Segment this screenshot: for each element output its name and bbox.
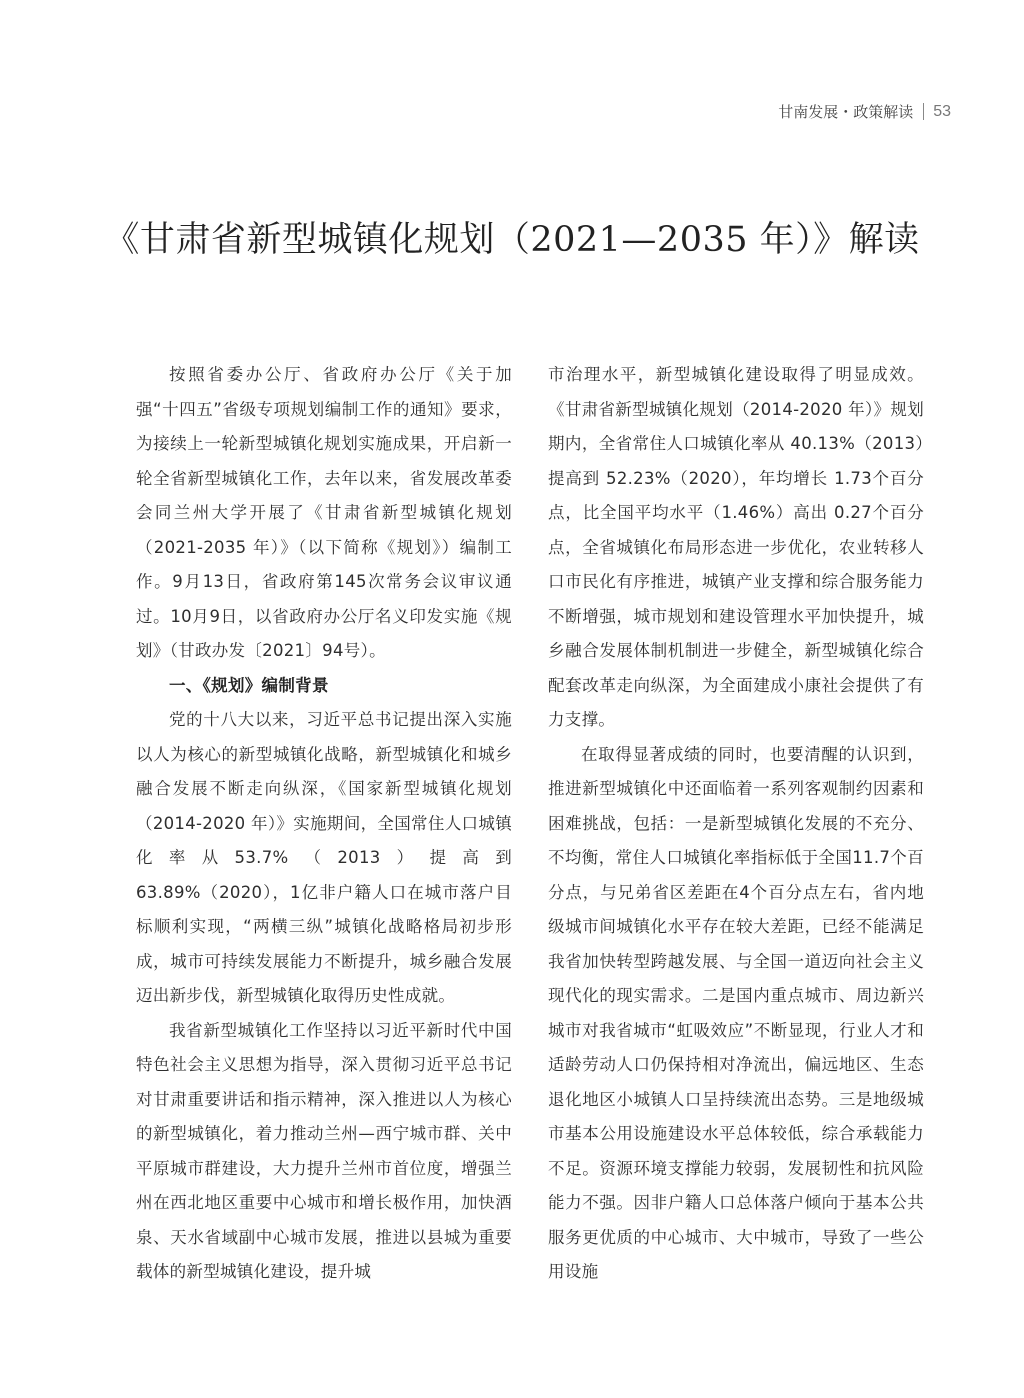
section-name: 甘南发展・政策解读 [778, 103, 914, 121]
paragraph-provincial-work: 我省新型城镇化工作坚持以习近平新时代中国特色社会主义思想为指导，深入贯彻习近平总书记对甘肃重要讲话和指示精神，深入推进以人为核心的新型城镇化，着力推动兰州—西宁城市群、关中平原城市群建设，大力提升兰州市首位度，增强兰州在西北地区重要中心城市和增长极作用，加快酒泉、天水省域副中心城市发展，推进以县城为重要载体的新型城镇化建设，提升城 [136, 1020, 512, 1281]
paragraph-continued-results: 市治理水平，新型城镇化建设取得了明显成效。《甘肃省新型城镇化规划（2014-2020 年）》规划期内，全省常住人口城镇化率从 40.13%（2013）提高到 52.23%（2020），年均增长 1.73个百分点，比全国平均水平（1.46%）高出 0.27个百分点，全省城镇化布局形态进一步优化，农业转移人口市民化有序推进，城镇产业支撑和综合服务能力不断增强，城市规划和建设管理水平加快提升，城乡融合发展体制机制进一步健全，新型城镇化综合配套改革走向纵深，为全面建成小康社会提供了有力支撑。 [548, 365, 924, 729]
left-column [136, 358, 512, 1290]
header-divider [923, 103, 924, 120]
running-header [778, 101, 951, 122]
paragraph-intro: 按照省委办公厅、省政府办公厅《关于加强“十四五”省级专项规划编制工作的通知》要求，为接续上一轮新型城镇化规划实施成果，开启新一轮全省新型城镇化工作，去年以来，省发展改革委会同兰州大学开展了《甘肃省新型城镇化规划（2021-2035 年）》（以下简称《规划》）编制工作。9月13日，省政府第145次常务会议审议通过。10月9日，以省政府办公厅名义印发实施《规划》（甘政办发〔2021〕94号）。 [136, 365, 512, 660]
paragraph-national-progress: 党的十八大以来，习近平总书记提出深入实施以人为核心的新型城镇化战略，新型城镇化和城乡融合发展不断走向纵深，《国家新型城镇化规划（2014-2020 年）》实施期间，全国常住人口城镇化率从53.7%（2013）提高到63.89%（2020），1亿非户籍人口在城市落户目标顺利实现，“两横三纵”城镇化战略格局初步形成，城市可持续发展能力不断提升，城乡融合发展迈出新步伐，新型城镇化取得历史性成就。 [136, 710, 512, 1005]
right-column [548, 358, 924, 1290]
article-title: 《甘肃省新型城镇化规划（2021—2035 年）》解读 [104, 220, 920, 260]
section-heading: 一、《规划》编制背景 [169, 675, 329, 695]
page-number: 53 [933, 102, 951, 120]
paragraph-challenges: 在取得显著成绩的同时，也要清醒的认识到，推进新型城镇化中还面临着一系列客观制约因素和困难挑战，包括：一是新型城镇化发展的不充分、不均衡，常住人口城镇化率指标低于全国11.7个百分点，与兄弟省区差距在4个百分点左右，省内地级城市间城镇化水平存在较大差距，已经不能满足我省加快转型跨越发展、与全国一道迈向社会主义现代化的现实需求。二是国内重点城市、周边新兴城市对我省城市“虹吸效应”不断显现，行业人才和适龄劳动人口仍保持相对净流出，偏远地区、生态退化地区小城镇人口呈持续流出态势。三是地级城市基本公用设施建设水平总体较低，综合承载能力不足。资源环境支撑能力较弱，发展韧性和抗风险能力不强。因非户籍人口总体落户倾向于基本公共服务更优质的中心城市、大中城市，导致了一些公用设施 [548, 744, 924, 1281]
